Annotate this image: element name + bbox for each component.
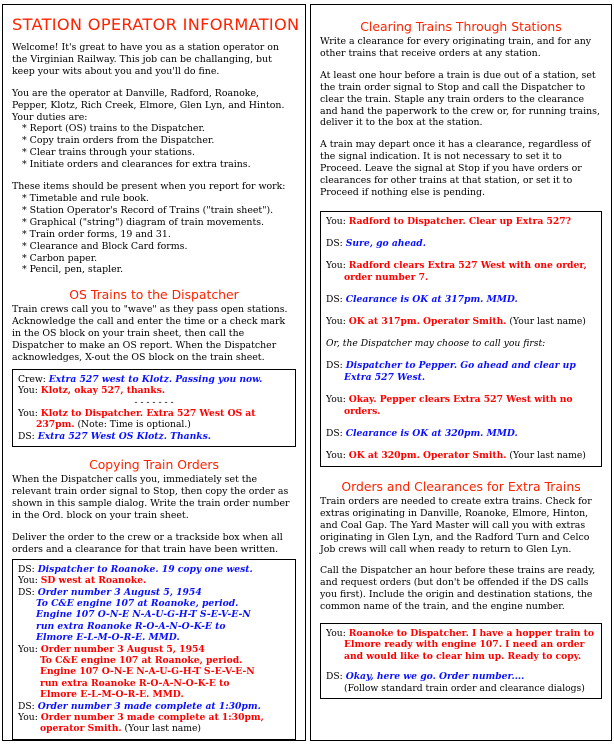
duty-item: * Copy train orders from the Dispatcher.: [22, 135, 296, 147]
item-entry: * Timetable and rule book.: [22, 193, 296, 205]
speaker-label: DS:: [18, 700, 35, 712]
speaker-label: DS:: [326, 427, 343, 439]
ds-line: Extra 527 West OS Klotz. Thanks.: [37, 430, 211, 442]
you-line: Order number 3 August 5, 1954: [40, 643, 205, 655]
you-line: Radford clears Extra 527 West with one order,: [348, 259, 587, 271]
you-line: operator Smith.: [40, 723, 122, 735]
extra-p2-4: common name of the train, and the engine number.: [320, 601, 565, 613]
you-line: OK at 317pm. Operator Smith.: [348, 315, 507, 327]
ds-line: Clearance is OK at 317pm. MMD.: [345, 293, 518, 305]
speaker-label: You:: [18, 385, 38, 397]
you-line: order number 7.: [344, 271, 429, 283]
speaker-label: You:: [18, 575, 38, 587]
item-entry: * Station Operator's Record of Trains ("train sheet").: [22, 205, 296, 217]
ds-line: Dispatcher to Pepper. Go ahead and clear up: [345, 359, 576, 371]
items-list: [12, 193, 296, 276]
clear-p3-2: the signal indication. It is not necessary to set it to: [320, 151, 562, 163]
clear-p3-1: A train may depart once it has a clearance, regardless of: [320, 139, 591, 151]
you-line: Roanoke to Dispatcher. I have a hopper train to: [348, 628, 594, 640]
speaker-label: DS:: [18, 586, 35, 598]
extra-p2-2: and request orders (but don't be offended if the DS calls: [320, 577, 589, 589]
or-text: Or, the Dispatcher may choose to call you first:: [326, 337, 546, 349]
ds-line: Clearance is OK at 320pm. MMD.: [345, 427, 518, 439]
extra-p1-5: Job crews will call when ready to return to Glen Lyn.: [320, 543, 572, 555]
os-text-4: Dispatcher to make an OS report. When the Dispatcher: [12, 340, 277, 352]
ds-line: Order number 3 made complete at 1:30pm.: [37, 700, 261, 712]
clear-dialog-box: [320, 211, 602, 467]
ds-line: To C&E engine 107 at Roanoke, period.: [36, 597, 239, 609]
you-line: Radford to Dispatcher. Clear up Extra 527?: [348, 215, 572, 227]
you-line: 237pm.: [36, 419, 75, 431]
copy-text-3: shown in this sample dialog. Write the train order number: [12, 498, 290, 510]
clear-p2-3: clear the train. Staple any train orders to the clearance: [320, 93, 585, 105]
left-panel: [2, 4, 306, 741]
speaker-label: You:: [18, 643, 38, 655]
you-line: orders.: [344, 405, 381, 417]
speaker-label: DS:: [326, 293, 343, 305]
clear-p1-1: Write a clearance for every originating train, and for any: [320, 36, 592, 47]
speaker-label: You:: [326, 215, 346, 227]
clear-p3-3: Proceed. Leave the signal at Stop if you have orders or: [320, 163, 582, 175]
items-intro: These items should be present when you report for work:: [12, 181, 286, 193]
copy-dialog-box: [12, 559, 296, 740]
clear-p2-5: deliver it to the box at the station.: [320, 117, 483, 129]
note-text: (Follow standard train order and clearance dialogs): [344, 682, 585, 694]
duty-item: * Initiate orders and clearances for extra trains.: [22, 159, 296, 171]
item-entry: * Graphical ("string") diagram of train movements.: [22, 217, 296, 229]
you-line: Engine 107 O-N-E N-A-U-G-H-T S-E-V-E-N: [40, 666, 255, 678]
speaker-label: You:: [326, 315, 346, 327]
you-line: Order number 3 made complete at 1:30pm,: [40, 712, 264, 723]
os-text-3: in the OS block on your train sheet, then call the: [12, 328, 245, 340]
item-entry: * Clearance and Block Card forms.: [22, 241, 296, 253]
os-text-5: acknowledges, X-out the OS block on the train sheet.: [12, 351, 265, 363]
speaker-label: You:: [326, 628, 346, 640]
copy-text-5: Deliver the order to the crew or a trackside box when all: [12, 531, 283, 543]
copy-text-4: in the Ord. block on your train sheet.: [12, 510, 189, 521]
you-line: Klotz to Dispatcher. Extra 527 West OS at: [40, 408, 256, 420]
copy-text-6: orders and a clearance for that train have been written.: [12, 543, 279, 555]
stations-line-3: Your duties are:: [12, 111, 88, 123]
copy-text-2: relevant train order signal to Stop, then copy the order as: [12, 486, 289, 498]
duties-list: [12, 123, 296, 171]
intro-line-3: keep your wits about you and you'll do fine.: [12, 65, 220, 77]
copy-heading: Copying Train Orders: [89, 457, 219, 473]
item-entry: * Train order forms, 19 and 31.: [22, 229, 296, 241]
note-text: (Your last name): [124, 723, 201, 735]
ds-line: Sure, go ahead.: [345, 237, 426, 249]
clear-heading: Clearing Trains Through Stations: [360, 19, 562, 34]
clear-p2-4: and hand the paperwork to the crew or, for running trains,: [320, 105, 600, 117]
extra-p1-1: Train orders are needed to create extra trains. Check for: [320, 495, 592, 507]
os-text-1: Train crews call you to "wave" as they pass open stations.: [12, 304, 288, 316]
clear-p3-4: clearances for other trains at that station, or set it to: [320, 175, 573, 187]
os-text-2: Acknowledge the call and enter the time or a check mark: [12, 316, 286, 328]
ds-line: Extra 527 West.: [344, 371, 426, 383]
note-text: (Note: Time is optional.): [77, 419, 191, 431]
you-line: To C&E engine 107 at Roanoke, period.: [40, 654, 243, 666]
crew-line: Extra 527 west to Klotz. Passing you now.: [48, 373, 263, 385]
you-line: SD west at Roanoke.: [40, 575, 147, 587]
extra-p2-1: Call the Dispatcher an hour before these trains are ready,: [320, 565, 596, 577]
note-text: (Your last name): [509, 449, 586, 461]
extra-p1-3: and Coal Gap. The Yard Master will call you with extras: [320, 519, 586, 531]
clear-p2-2: the train order signal to Stop and call the Dispatcher to: [320, 81, 586, 93]
item-entry: * Carbon paper.: [22, 253, 296, 265]
intro-line-2: the Virginian Railway. This job can be challanging, but: [12, 53, 272, 65]
you-line: run extra Roanoke R-O-A-N-O-K-E to: [40, 677, 230, 689]
note-text: (Your last name): [509, 315, 586, 327]
item-entry: * Pencil, pen, stapler.: [22, 264, 296, 276]
ds-line: Dispatcher to Roanoke. 19 copy one west.: [37, 563, 253, 575]
speaker-label: You:: [326, 449, 346, 461]
speaker-label: DS:: [18, 430, 35, 442]
speaker-label: DS:: [326, 237, 343, 249]
copy-text-1: When the Dispatcher calls you, immediately set the: [12, 474, 258, 486]
you-line: OK at 320pm. Operator Smith.: [348, 449, 507, 461]
extra-heading: Orders and Clearances for Extra Trains: [341, 478, 581, 494]
speaker-label: You:: [326, 393, 346, 405]
you-line: Okay. Pepper clears Extra 527 West with no: [348, 393, 573, 405]
stations-line-2: Pepper, Klotz, Rich Creek, Elmore, Glen Lyn, and Hinton.: [12, 99, 285, 111]
extra-p1-4: originating in Glen Lyn, and the Radford Turn and Celco: [320, 531, 590, 543]
extra-p2-3: you first). Include the origin and destination stations, the: [320, 589, 593, 601]
ds-line: Order number 3 August 5, 1954: [37, 586, 202, 598]
extra-p1-2: extras originating in Danville, Roanoke, Elmore, Hinton,: [320, 507, 589, 519]
ds-line: Elmore E-L-M-O-R-E. MMD.: [36, 632, 180, 644]
duty-item: * Clear trains through your stations.: [22, 147, 296, 159]
you-line: Elmore ready with engine 107. I need an order: [344, 639, 585, 651]
dialog-divider: - - - - - - -: [134, 396, 174, 408]
speaker-label: You:: [18, 408, 38, 420]
os-dialog-box: [12, 369, 296, 447]
speaker-label: You:: [326, 259, 346, 271]
extra-dialog-box: [320, 623, 602, 699]
clear-p2-1: At least one hour before a train is due out of a station, set: [320, 69, 596, 81]
you-line: Klotz, okay 527, thanks.: [40, 385, 166, 397]
speaker-label: DS:: [18, 563, 35, 575]
intro-line-1: Welcome! It's great to have you as a station operator on: [12, 42, 279, 53]
speaker-label: You:: [18, 712, 38, 723]
ds-line: run extra Roanoke R-O-A-N-O-K-E to: [36, 620, 226, 632]
you-line: and would like to clear him up. Ready to copy.: [344, 650, 582, 662]
you-line: Elmore E-L-M-O-R-E. MMD.: [40, 689, 184, 701]
clear-p1-2: other trains that receive orders at any station.: [320, 47, 541, 59]
duty-item: * Report (OS) trains to the Dispatcher.: [22, 123, 296, 135]
right-panel: [310, 4, 612, 741]
ds-line: Engine 107 O-N-E N-A-U-G-H-T S-E-V-E-N: [36, 609, 251, 621]
stations-line-1: You are the operator at Danville, Radford, Roanoke,: [12, 87, 259, 99]
speaker-label: DS:: [326, 359, 343, 371]
speaker-label: Crew:: [18, 373, 46, 385]
page-title: STATION OPERATOR INFORMATION: [12, 15, 300, 34]
speaker-label: DS:: [326, 671, 343, 683]
os-heading: OS Trains to the Dispatcher: [69, 287, 239, 303]
ds-line: Okay, here we go. Order number....: [345, 671, 525, 683]
clear-p3-5: Proceed if nothing else is pending.: [320, 186, 485, 198]
